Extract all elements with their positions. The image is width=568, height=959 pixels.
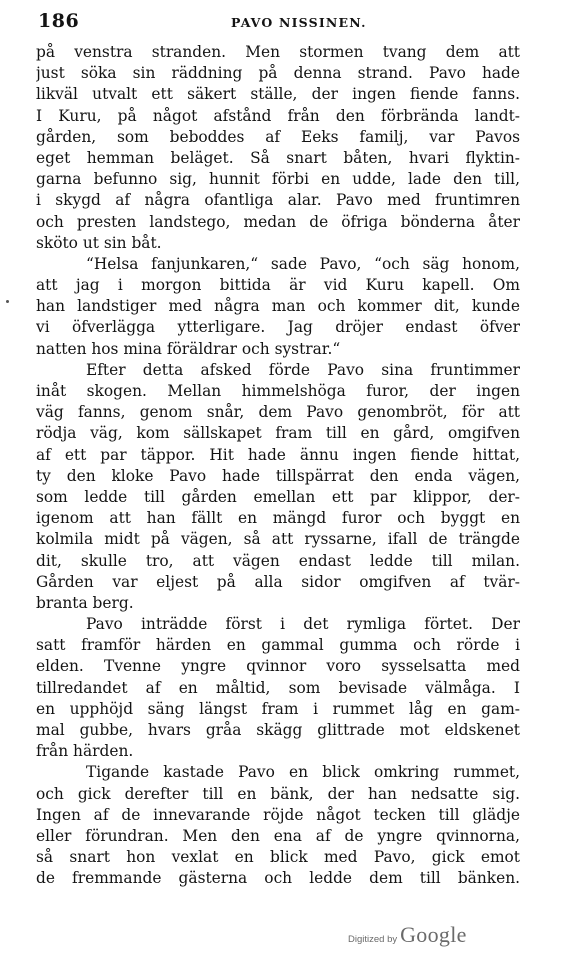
text-line: vi öfverlägga ytterligare. Jag dröjer endast öfver [36, 318, 520, 337]
text-line: sköto ut sin båt. [36, 233, 162, 252]
text-line: inåt skogen. Mellan himmelshöga furor, der ingen [36, 382, 520, 400]
text-line: just söka sin räddning på denna strand. Pavo hade [36, 64, 520, 83]
text-line: som ledde till gården emellan ett par klippor, der- [36, 487, 520, 506]
text-line: “Helsa fanjunkaren,“ sade Pavo, “och säg honom, [86, 254, 520, 273]
text-line: igenom att han fällt en mängd furor och byggt en [36, 509, 520, 528]
text-line: så snart hon vexlat en blick med Pavo, gick emot [36, 848, 520, 867]
text-line: Tigande kastade Pavo en blick omkring rummet, [86, 763, 520, 782]
text-line: att jag i morgon bittida är vid Kuru kapell. Om [36, 276, 520, 295]
text-line: mal gubbe, hvars gråa skägg glittrade mot eldskenet [36, 721, 520, 739]
text-line: han landstiger med några man och kommer dit, kunde [36, 297, 520, 316]
text-line: tillredandet af en måltid, som bevisade välmåga. I [36, 678, 520, 697]
text-line: de fremmande gästerna och ledde dem till bänken. [36, 869, 520, 888]
text-line: eller förundran. Men den ena af de yngre qvinnorna, [36, 826, 520, 845]
text-line: från härden. [36, 742, 134, 761]
text-line: eget hemman beläget. Så snart båten, hvari flyktin- [36, 148, 520, 167]
text-line: ty den kloke Pavo hade tillspärrat den enda vägen, [36, 466, 520, 485]
text-line: likväl utvalt ett säkert ställe, der ingen fiende fanns. [36, 85, 520, 104]
text-line: Gården var eljest på alla sidor omgifven af tvär- [36, 572, 520, 591]
text-line: Efter detta afsked förde Pavo sina fruntimmer [86, 360, 520, 379]
text-line: garna befunno sig, hunnit förbi en udde, lade den till, [36, 170, 520, 189]
text-line: i skygd af några ofantliga alar. Pavo med fruntimren [36, 191, 520, 210]
text-line: kolmila midt på vägen, så att ryssarne, ifall de trängde [36, 530, 520, 549]
ink-speck [6, 300, 9, 303]
digitization-watermark [348, 922, 467, 952]
text-line: satt framför härden en gammal gumma och rörde i [36, 636, 520, 655]
text-line: elden. Tvenne yngre qvinnor voro sysselsatta med [36, 657, 520, 676]
text-line: rödja väg, kom sällskapet fram till en gård, omgifven [36, 424, 520, 443]
watermark-prefix: Digitized by [348, 934, 398, 945]
page-number: 186 [38, 10, 80, 32]
text-line: natten hos mina föräldrar och systrar.“ [36, 339, 341, 358]
text-line: en upphöjd säng längst fram i rummet låg en gam- [36, 699, 520, 718]
text-line: af ett par täppor. Hit hade ännu ingen fiende hittat, [36, 445, 520, 464]
google-logo: Google [400, 922, 467, 947]
text-line: dit, skulle tro, att vägen endast ledde till milan. [36, 551, 520, 570]
body-text [36, 42, 520, 890]
text-line: Pavo inträdde först i det rymliga förtet. Der [86, 615, 520, 634]
text-line: Ingen af de innevarande röjde något tecken till glädje [36, 805, 520, 824]
text-line: branta berg. [36, 593, 134, 612]
text-line: och presten landstego, medan de öfriga bönderna åter [36, 212, 520, 231]
text-line: gården, som beboddes af Eeks familj, var Pavos [36, 127, 520, 146]
running-head [36, 8, 526, 36]
text-line: I Kuru, på något afstånd från den förbrända landt- [36, 106, 520, 125]
text-line: på venstra stranden. Men stormen tvang dem att [36, 43, 520, 61]
text-line: väg fanns, genom snår, dem Pavo genombröt, för att [36, 403, 520, 422]
text-line: och gick derefter till en bänk, der han nedsatte sig. [36, 784, 520, 803]
running-title: PAVO NISSINEN. [231, 15, 367, 30]
